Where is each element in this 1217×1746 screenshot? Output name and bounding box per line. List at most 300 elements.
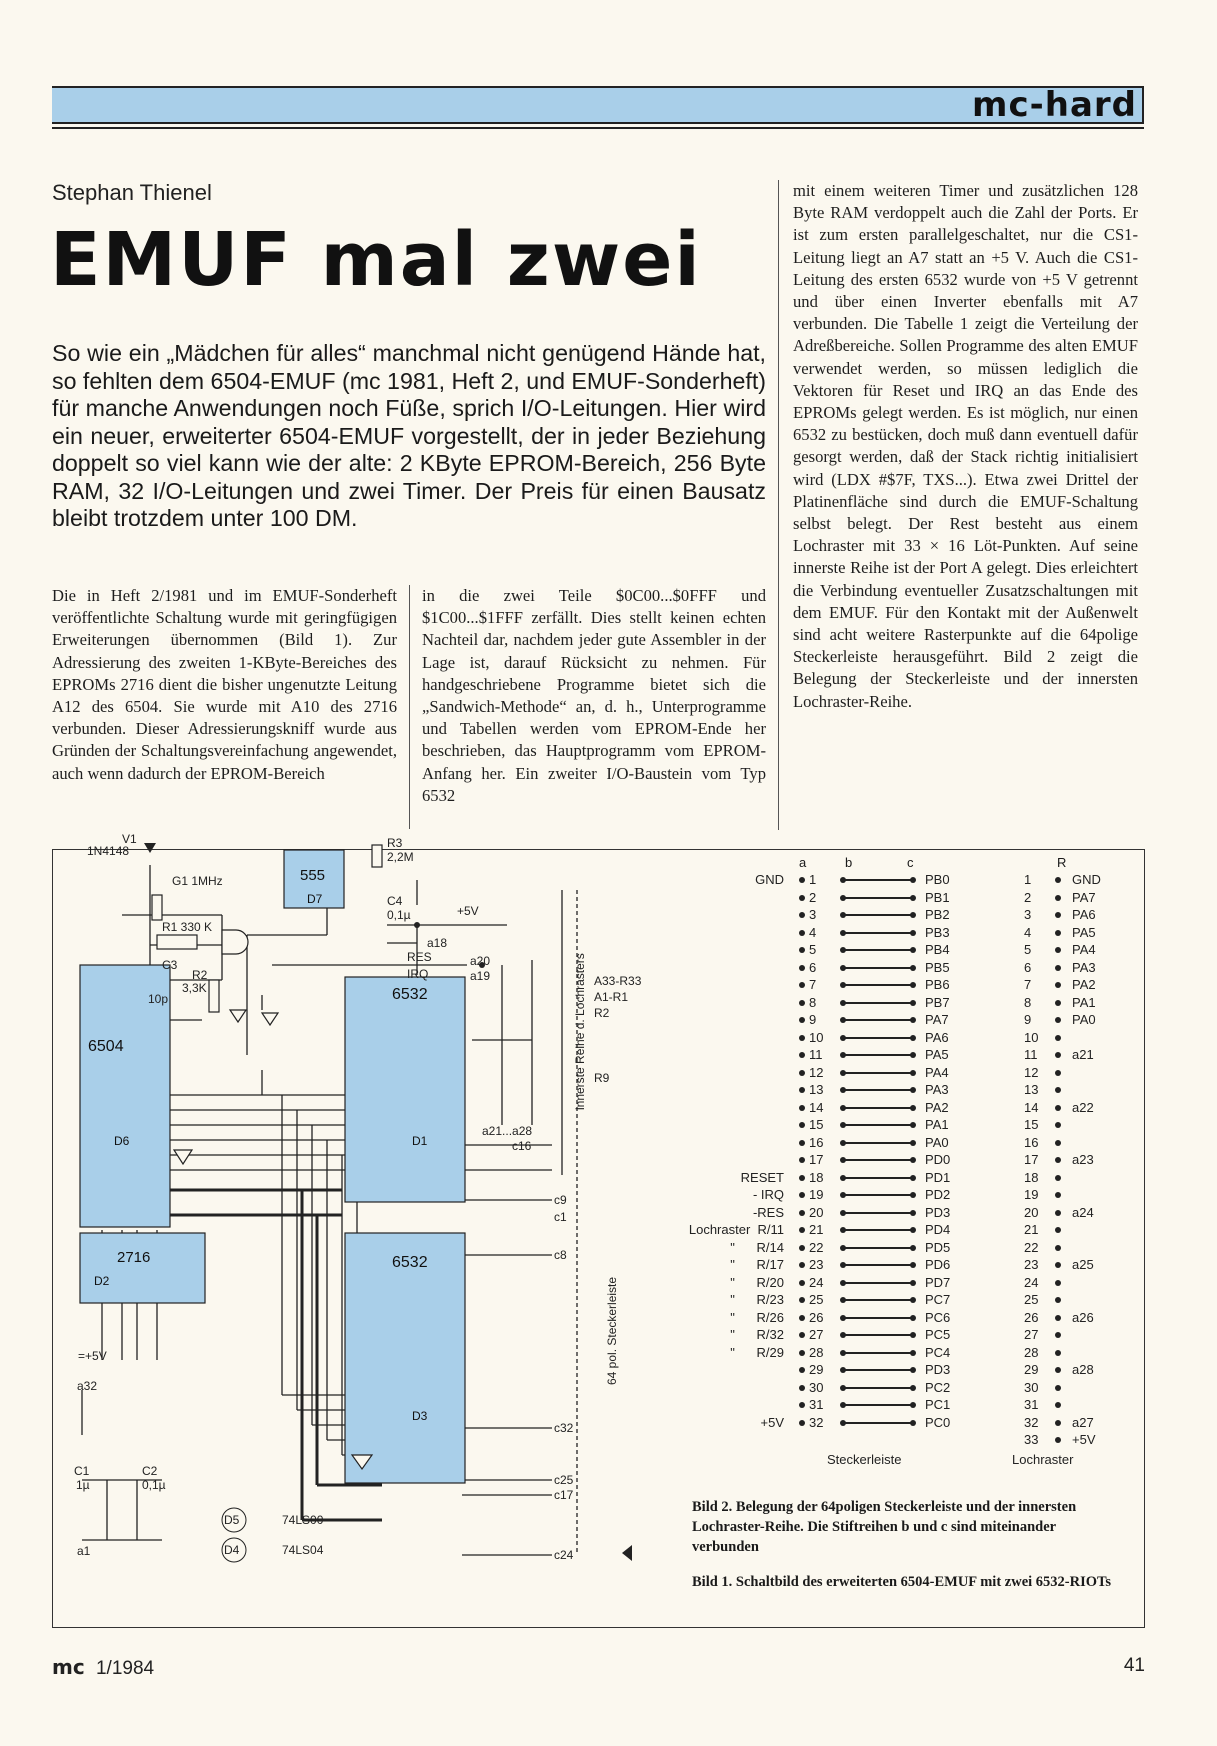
pin-left-label: " R/29 bbox=[730, 1344, 784, 1360]
pin-dot bbox=[910, 965, 916, 971]
col-header-r: R bbox=[1057, 855, 1067, 870]
pin-bridge-line bbox=[844, 1054, 912, 1056]
pin-dot bbox=[910, 1332, 916, 1338]
pin-number-r: 23 bbox=[1024, 1257, 1039, 1272]
pin-signal-c: PC6 bbox=[925, 1309, 951, 1325]
pin-bridge-line bbox=[844, 1317, 912, 1319]
pin-number-r: 9 bbox=[1024, 1012, 1032, 1027]
pin-r-label: PA7 bbox=[1072, 889, 1096, 905]
pin-signal-c: PC5 bbox=[925, 1327, 951, 1342]
pin-left-label: " R/17 bbox=[730, 1257, 784, 1272]
pin-dot bbox=[799, 1087, 805, 1093]
resistor-r2 bbox=[209, 980, 219, 1012]
pin-dot bbox=[799, 1245, 805, 1251]
pin-dot bbox=[910, 1350, 916, 1356]
pin-number-a: 23 bbox=[809, 1257, 824, 1272]
label-c4: C4 bbox=[387, 894, 403, 908]
pin-number-a: 6 bbox=[809, 959, 817, 975]
pin-dot bbox=[799, 1192, 805, 1198]
label-timer: 555 bbox=[300, 867, 326, 884]
label-v1: V1 bbox=[122, 832, 137, 846]
pin-number-r: 7 bbox=[1024, 977, 1032, 992]
pin-r-label: PA2 bbox=[1072, 977, 1096, 992]
pin-signal-c: PD0 bbox=[925, 1152, 951, 1167]
pin-dot bbox=[1055, 1052, 1061, 1058]
pin-dot bbox=[799, 1000, 805, 1006]
pin-dot bbox=[1055, 877, 1061, 883]
pin-dot bbox=[1055, 1210, 1061, 1216]
label-steckerleiste: Steckerleiste bbox=[827, 1452, 902, 1467]
label-cpu: 6504 bbox=[88, 1038, 124, 1055]
pin-number-r: 5 bbox=[1024, 942, 1032, 957]
pin-bridge-line bbox=[844, 1142, 912, 1144]
pin-signal-c: PA0 bbox=[925, 1134, 949, 1150]
pin-number-a: 15 bbox=[809, 1117, 824, 1132]
pin-left-label: GND bbox=[755, 872, 784, 887]
pin-left-label: RESET bbox=[740, 1169, 784, 1185]
pin-dot bbox=[799, 1385, 805, 1391]
pin-bridge-line bbox=[844, 1334, 912, 1336]
label-cpu-id: D6 bbox=[114, 1134, 130, 1148]
pin-signal-c: PA6 bbox=[925, 1029, 949, 1045]
col-header-b: b bbox=[845, 855, 853, 870]
pin-dot bbox=[1055, 1000, 1061, 1006]
pin-bridge-line bbox=[844, 1282, 912, 1284]
pin-dot bbox=[1055, 1175, 1061, 1181]
pin-left-label: " R/26 bbox=[730, 1309, 784, 1325]
pin-dot bbox=[910, 1175, 916, 1181]
pin-left-label: - IRQ bbox=[752, 1187, 784, 1202]
pin-dot bbox=[910, 982, 916, 988]
pin-dot bbox=[910, 1420, 916, 1426]
pin-bridge-line bbox=[844, 1212, 912, 1214]
pin-dot bbox=[910, 895, 916, 901]
header-rule bbox=[52, 127, 1144, 129]
pin-signal-c: PC1 bbox=[925, 1397, 951, 1412]
pin-bridge-line bbox=[844, 1019, 912, 1021]
pin-bridge-line bbox=[844, 879, 912, 881]
pin-signal-c: PC2 bbox=[925, 1379, 951, 1395]
pin-signal-c: PC0 bbox=[925, 1414, 951, 1430]
pin-number-a: 29 bbox=[809, 1362, 824, 1377]
pin-dot bbox=[1055, 1245, 1061, 1251]
pin-signal-c: PA2 bbox=[925, 1099, 949, 1115]
pin-dot bbox=[799, 1017, 805, 1023]
label-r1: R1 330 K bbox=[162, 920, 213, 934]
pin-number-a: 11 bbox=[809, 1047, 823, 1062]
article-title: EMUF mal zwei bbox=[50, 217, 702, 303]
label-r2: R2 bbox=[192, 968, 208, 982]
label-c24: c24 bbox=[554, 1548, 574, 1562]
label-c8: c8 bbox=[554, 1248, 567, 1262]
chip-6532-d1 bbox=[345, 977, 465, 1202]
pin-r-label: PA4 bbox=[1072, 942, 1096, 957]
label-g1: G1 1MHz bbox=[172, 874, 223, 888]
pin-number-a: 12 bbox=[809, 1064, 824, 1080]
pin-dot bbox=[799, 895, 805, 901]
pin-dot bbox=[799, 1280, 805, 1286]
label-power: =+5V bbox=[78, 1349, 107, 1363]
label-riot2-id: D3 bbox=[412, 1409, 428, 1423]
pin-signal-c: PC7 bbox=[925, 1292, 951, 1307]
inverter-gate bbox=[262, 1013, 278, 1025]
pin-dot bbox=[1055, 1140, 1061, 1146]
pin-dot bbox=[910, 1227, 916, 1233]
pin-bridge-line bbox=[844, 1002, 912, 1004]
pin-dot bbox=[1055, 930, 1061, 936]
label-eprom: 2716 bbox=[117, 1249, 151, 1266]
label-stecker-vertical: 64 pol. Steckerleiste bbox=[605, 1276, 619, 1385]
pin-dot bbox=[799, 1052, 805, 1058]
pin-signal-c: PB6 bbox=[925, 977, 950, 992]
page-number: 41 bbox=[1123, 1655, 1145, 1676]
pin-signal-c: PD3 bbox=[925, 1204, 951, 1220]
pin-signal-c: PD4 bbox=[925, 1222, 951, 1237]
pin-number-a: 4 bbox=[809, 924, 817, 940]
section-tag: mc-hard bbox=[972, 85, 1137, 125]
pin-dot bbox=[910, 1035, 916, 1041]
pin-signal-c: PA1 bbox=[925, 1117, 949, 1132]
label-r2-pin: R2 bbox=[594, 1006, 610, 1020]
pin-number-r: 11 bbox=[1024, 1047, 1038, 1062]
pin-bridge-line bbox=[844, 967, 912, 969]
caption-bild1: Bild 1. Schaltbild des erweiterten 6504-EMUF mit zwei 6532-RIOTs bbox=[692, 1574, 1111, 1590]
pin-number-r: 14 bbox=[1024, 1099, 1039, 1115]
label-c1: C1 bbox=[74, 1464, 90, 1478]
schematic-bild1 bbox=[62, 832, 662, 1625]
label-c4-val: 0,1µ bbox=[387, 908, 411, 922]
pin-signal-c: PB1 bbox=[925, 889, 950, 905]
nand-gate bbox=[222, 930, 248, 954]
pin-number-r: 25 bbox=[1024, 1292, 1039, 1307]
pin-bridge-line bbox=[844, 1124, 912, 1126]
pin-dot bbox=[1055, 1262, 1061, 1268]
pin-signal-c: PC4 bbox=[925, 1344, 951, 1360]
label-c25: c25 bbox=[554, 1473, 574, 1487]
pin-number-a: 18 bbox=[809, 1169, 824, 1185]
pin-signal-c: PB3 bbox=[925, 924, 950, 940]
label-a19: a19 bbox=[470, 969, 491, 983]
pin-number-a: 9 bbox=[809, 1012, 817, 1027]
label-c9: c9 bbox=[554, 1193, 567, 1207]
pin-r-label: a21 bbox=[1072, 1047, 1094, 1062]
label-v1-type: 1N4148 bbox=[87, 844, 130, 858]
pin-dot bbox=[799, 1402, 805, 1408]
pin-r-label: a27 bbox=[1072, 1414, 1094, 1430]
pin-number-r: 26 bbox=[1024, 1309, 1039, 1325]
pin-dot bbox=[1055, 1315, 1061, 1321]
label-irq: IRQ bbox=[407, 967, 429, 981]
magazine-logo: mc bbox=[52, 1655, 85, 1679]
pin-bridge-line bbox=[844, 1037, 912, 1039]
pin-number-r: 28 bbox=[1024, 1344, 1039, 1360]
pin-number-r: 29 bbox=[1024, 1362, 1039, 1377]
label-c3-val: 10p bbox=[148, 992, 169, 1006]
label-r3: R3 bbox=[387, 836, 403, 850]
pin-number-a: 2 bbox=[809, 889, 817, 905]
pin-number-r: 3 bbox=[1024, 907, 1032, 922]
pin-dot bbox=[1055, 965, 1061, 971]
pin-number-r: 32 bbox=[1024, 1414, 1039, 1430]
pin-dot bbox=[910, 1070, 916, 1076]
pin-dot bbox=[910, 912, 916, 918]
pin-bridge-line bbox=[844, 1247, 912, 1249]
label-a20: a20 bbox=[470, 954, 491, 968]
pin-number-r: 27 bbox=[1024, 1327, 1039, 1342]
pin-number-r: 4 bbox=[1024, 924, 1032, 940]
pin-number-a: 30 bbox=[809, 1379, 824, 1395]
pin-dot bbox=[1055, 1105, 1061, 1111]
pin-dot bbox=[799, 1297, 805, 1303]
label-riot1: 6532 bbox=[392, 986, 428, 1003]
label-timer-id: D7 bbox=[307, 892, 323, 906]
pin-dot bbox=[799, 1035, 805, 1041]
pin-number-a: 3 bbox=[809, 907, 817, 922]
pin-dot bbox=[799, 1332, 805, 1338]
pin-dot bbox=[799, 1210, 805, 1216]
pin-signal-c: PD1 bbox=[925, 1169, 951, 1185]
pin-signal-c: PD6 bbox=[925, 1257, 951, 1272]
pinout-table bbox=[672, 872, 1142, 1492]
pin-bridge-line bbox=[844, 1194, 912, 1196]
body-column-1: Die in Heft 2/1981 und im EMUF-Sonderheft veröffentlichte Schaltung wurde mit geringfügigen Erweiterungen übernommen (Bild 1). Zur Adressierung des zweiten 1-KByte-Bereiches des EPROMs 2716 dient die bisher ungenutzte Leitung A12 des 6504. Sie wurde mit A10 des 2716 verbunden. Dieser Adressierungskniff wurde aus Gründen der Schaltungsvereinfachung angewendet, auch wenn dadurch der EPROM-Bereich bbox=[52, 586, 397, 783]
pin-number-r: 22 bbox=[1024, 1239, 1039, 1255]
pin-signal-c: PA3 bbox=[925, 1082, 949, 1097]
pin-number-a: 5 bbox=[809, 942, 817, 957]
pin-signal-c: PD7 bbox=[925, 1274, 951, 1290]
pin-dot bbox=[910, 1315, 916, 1321]
pin-dot bbox=[910, 1052, 916, 1058]
pin-number-a: 1 bbox=[809, 872, 817, 887]
pin-r-label: PA6 bbox=[1072, 907, 1096, 922]
pin-r-label: PA1 bbox=[1072, 994, 1096, 1010]
pin-left-label: Lochraster R/11 bbox=[688, 1222, 784, 1237]
label-a18: a18 bbox=[427, 936, 448, 950]
pin-dot bbox=[910, 1210, 916, 1216]
pin-dot bbox=[910, 1192, 916, 1198]
label-c1-val: 1µ bbox=[76, 1478, 90, 1492]
legend-type-74ls04: 74LS04 bbox=[282, 1543, 324, 1557]
footer-issue bbox=[52, 1655, 154, 1680]
pin-number-a: 8 bbox=[809, 994, 817, 1010]
pin-signal-c: PB7 bbox=[925, 994, 950, 1010]
pin-number-a: 20 bbox=[809, 1204, 824, 1220]
pin-r-label: PA5 bbox=[1072, 924, 1096, 940]
legend-type-74ls00: 74LS00 bbox=[282, 1513, 324, 1527]
pin-number-r: 20 bbox=[1024, 1204, 1039, 1220]
pin-dot bbox=[910, 1297, 916, 1303]
pin-dot bbox=[799, 1175, 805, 1181]
pin-dot bbox=[1055, 1350, 1061, 1356]
pin-dot bbox=[799, 1262, 805, 1268]
pin-number-a: 25 bbox=[809, 1292, 824, 1307]
pin-dot bbox=[910, 1000, 916, 1006]
pin-number-r: 12 bbox=[1024, 1064, 1039, 1080]
label-c1: c1 bbox=[554, 1210, 567, 1224]
pin-dot bbox=[910, 947, 916, 953]
pin-dot bbox=[799, 912, 805, 918]
pin-signal-c: PB5 bbox=[925, 959, 950, 975]
pin-bridge-line bbox=[844, 949, 912, 951]
label-a21-28: a21...a28 bbox=[482, 1124, 533, 1138]
pin-r-label: a22 bbox=[1072, 1099, 1094, 1115]
pin-number-r: 19 bbox=[1024, 1187, 1039, 1202]
pin-r-label: PA0 bbox=[1072, 1012, 1096, 1027]
pin-r-label: +5V bbox=[1072, 1432, 1096, 1447]
pin-dot bbox=[1055, 1017, 1061, 1023]
resistor-r1 bbox=[157, 935, 197, 949]
pin-signal-c: PB0 bbox=[925, 872, 950, 887]
pin-number-r: 31 bbox=[1024, 1397, 1039, 1412]
legend-id-d4: D4 bbox=[224, 1543, 240, 1557]
pin-bridge-line bbox=[844, 1387, 912, 1389]
pin-dot bbox=[910, 930, 916, 936]
pin-signal-c: PB4 bbox=[925, 942, 950, 957]
pin-r-label: PA3 bbox=[1072, 959, 1096, 975]
pin-number-a: 27 bbox=[809, 1327, 824, 1342]
label-lochraster: Lochraster bbox=[1012, 1452, 1074, 1467]
pin-dot bbox=[799, 1122, 805, 1128]
pin-dot bbox=[1055, 1227, 1061, 1233]
pin-number-a: 24 bbox=[809, 1274, 824, 1290]
pin-bridge-line bbox=[844, 897, 912, 899]
pin-dot bbox=[1055, 1035, 1061, 1041]
column-rule bbox=[778, 180, 779, 830]
label-riot2: 6532 bbox=[392, 1254, 428, 1271]
pin-bridge-line bbox=[844, 1352, 912, 1354]
pin-number-r: 21 bbox=[1024, 1222, 1039, 1237]
inverter-gate bbox=[174, 1150, 192, 1164]
pin-bridge-line bbox=[844, 1369, 912, 1371]
pin-dot bbox=[1055, 1332, 1061, 1338]
pin-signal-c: PD5 bbox=[925, 1239, 951, 1255]
pin-bridge-line bbox=[844, 1264, 912, 1266]
label-c3: C3 bbox=[162, 958, 178, 972]
label-a32: a32 bbox=[77, 1379, 98, 1393]
pin-bridge-line bbox=[844, 1177, 912, 1179]
pin-number-a: 16 bbox=[809, 1134, 824, 1150]
label-c2: C2 bbox=[142, 1464, 158, 1478]
chip-2716 bbox=[80, 1233, 205, 1303]
pin-r-label: a24 bbox=[1072, 1204, 1094, 1220]
label-r3-val: 2,2M bbox=[387, 850, 414, 864]
pin-bridge-line bbox=[844, 1404, 912, 1406]
pin-dot bbox=[910, 1385, 916, 1391]
pin-number-a: 26 bbox=[809, 1309, 824, 1325]
pin-dot bbox=[1055, 1297, 1061, 1303]
body-column-2: in die zwei Teile $0C00...$0FFF und $1C00...$1FFF zerfällt. Dies stellt keinen echten Nachteil dar, nachdem jeder gute Assembler in der Lage ist, darauf Rücksicht zu nehmen. Für handgeschriebene Programme bietet sich die „Sandwich-Methode“ an, d. h., Unterprogramme und Tabellen werden vom EPROM-Ende her beschrieben, das Hauptprogramm vom EPROM-Anfang her. Ein zweiter I/O-Baustein vom Typ 6532 bbox=[422, 586, 766, 805]
label-c2-val: 0,1µ bbox=[142, 1478, 166, 1492]
inverter-gate bbox=[230, 1010, 246, 1022]
pin-number-a: 7 bbox=[809, 977, 817, 992]
label-r9: R9 bbox=[594, 1071, 610, 1085]
body-column-3: mit einem weiteren Timer und zusätzlichen 128 Byte RAM verdoppelt auch die Zahl der Ports. Er ist zum ersten parallelgeschaltet, nur die CS1-Leitung liegt an A7 statt an +5 V. Auch die CS1-Leitung des ersten 6532 wurde von +5 V getrennt und über einen Inverter ebenfalls mit A7 verbunden. Die Tabelle 1 zeigt die Verteilung der Adreßbereiche. Sollen Programme des alten EMUF verwendet werden, so müssen lediglich die Vektoren für Reset und IRQ an das Ende des EPROMs gelegt werden. Es ist möglich, nur einen 6532 zu bestücken, doch muß dann eventuell dafür gesorgt werden, daß der Stack richtig initialisiert wird (LDX #$7F, TXS...). Etwa zwei Drittel der Platinenfläche sind durch die EMUF-Schaltung selbst belegt. Der Rest besteht aus einem Lochraster mit 33 × 16 Löt-Punkten. Auf seine innerste Reihe ist der Port A gelegt. Dies erleichtert die Verbindung eventueller Zusatzschaltungen mit dem EMUF. Für den Kontakt mit der Außenwelt sind acht weitere Rasterpunkte auf die 64polige Steckerleiste herausgeführt. Bild 2 zeigt die Belegung der Steckerleiste und der innersten Lochraster-Reihe. bbox=[793, 181, 1138, 711]
pin-left-label: " R/20 bbox=[730, 1274, 784, 1290]
pin-dot bbox=[799, 947, 805, 953]
pin-number-a: 14 bbox=[809, 1099, 824, 1115]
label-res: RES bbox=[407, 950, 432, 964]
pin-dot bbox=[910, 1105, 916, 1111]
pin-number-r: 16 bbox=[1024, 1134, 1039, 1150]
pin-r-label: a25 bbox=[1072, 1257, 1094, 1272]
pin-bridge-line bbox=[844, 1159, 912, 1161]
pin-r-label: a26 bbox=[1072, 1309, 1094, 1325]
pin-bridge-line bbox=[844, 1107, 912, 1109]
pin-r-label: GND bbox=[1072, 872, 1101, 887]
pin-dot bbox=[1055, 1157, 1061, 1163]
label-a1: a1 bbox=[77, 1544, 91, 1558]
label-a1-r1: A1-R1 bbox=[594, 990, 629, 1004]
pin-number-a: 32 bbox=[809, 1414, 824, 1430]
pin-bridge-line bbox=[844, 1422, 912, 1424]
label-eprom-id: D2 bbox=[94, 1274, 110, 1288]
pin-dot bbox=[910, 1017, 916, 1023]
pin-signal-c: PD2 bbox=[925, 1187, 951, 1202]
resistor-r3 bbox=[372, 845, 382, 867]
pin-number-a: 28 bbox=[809, 1344, 824, 1360]
pin-dot bbox=[910, 1402, 916, 1408]
pin-bridge-line bbox=[844, 1072, 912, 1074]
pin-dot bbox=[1055, 982, 1061, 988]
pin-number-r: 2 bbox=[1024, 889, 1032, 905]
pin-signal-c: PA5 bbox=[925, 1047, 949, 1062]
pin-dot bbox=[799, 877, 805, 883]
pin-number-a: 17 bbox=[809, 1152, 824, 1167]
issue-number: 1/1984 bbox=[95, 1658, 155, 1679]
pin-number-r: 15 bbox=[1024, 1117, 1039, 1132]
pin-number-r: 13 bbox=[1024, 1082, 1039, 1097]
pin-number-r: 24 bbox=[1024, 1274, 1039, 1290]
pin-number-r: 33 bbox=[1024, 1432, 1039, 1447]
pin-dot bbox=[910, 1280, 916, 1286]
pin-dot bbox=[799, 982, 805, 988]
pin-bridge-line bbox=[844, 1089, 912, 1091]
label-a33-r33: A33-R33 bbox=[594, 974, 642, 988]
column-rule bbox=[409, 585, 410, 829]
pin-bridge-line bbox=[844, 1229, 912, 1231]
pin-dot bbox=[1055, 1385, 1061, 1391]
pin-dot bbox=[799, 1157, 805, 1163]
pin-dot bbox=[799, 965, 805, 971]
pin-dot bbox=[910, 1122, 916, 1128]
pin-number-a: 22 bbox=[809, 1239, 824, 1255]
pin-number-a: 31 bbox=[809, 1397, 824, 1412]
col-header-c: c bbox=[907, 855, 914, 870]
pin-dot bbox=[910, 1262, 916, 1268]
pin-dot bbox=[910, 1157, 916, 1163]
pin-number-r: 8 bbox=[1024, 994, 1032, 1010]
pin-number-r: 6 bbox=[1024, 959, 1032, 975]
pin-dot bbox=[799, 1105, 805, 1111]
pin-signal-c: PB2 bbox=[925, 907, 950, 922]
pin-dot bbox=[910, 1367, 916, 1373]
pin-bridge-line bbox=[844, 932, 912, 934]
pin-bridge-line bbox=[844, 1299, 912, 1301]
pin-bridge-line bbox=[844, 914, 912, 916]
pin-left-label: +5V bbox=[760, 1414, 784, 1430]
label-plus5v: +5V bbox=[457, 904, 479, 918]
pin-dot bbox=[799, 1070, 805, 1076]
pin-number-r: 1 bbox=[1024, 872, 1032, 887]
pin-dot bbox=[799, 1367, 805, 1373]
legend-id-d5: D5 bbox=[224, 1513, 240, 1527]
pin-dot bbox=[1055, 1192, 1061, 1198]
pin-r-label: a23 bbox=[1072, 1152, 1094, 1167]
pin-dot bbox=[910, 877, 916, 883]
pin-number-a: 21 bbox=[809, 1222, 824, 1237]
pin-left-label: -RES bbox=[752, 1204, 784, 1220]
pin-left-label: " R/14 bbox=[730, 1239, 784, 1255]
